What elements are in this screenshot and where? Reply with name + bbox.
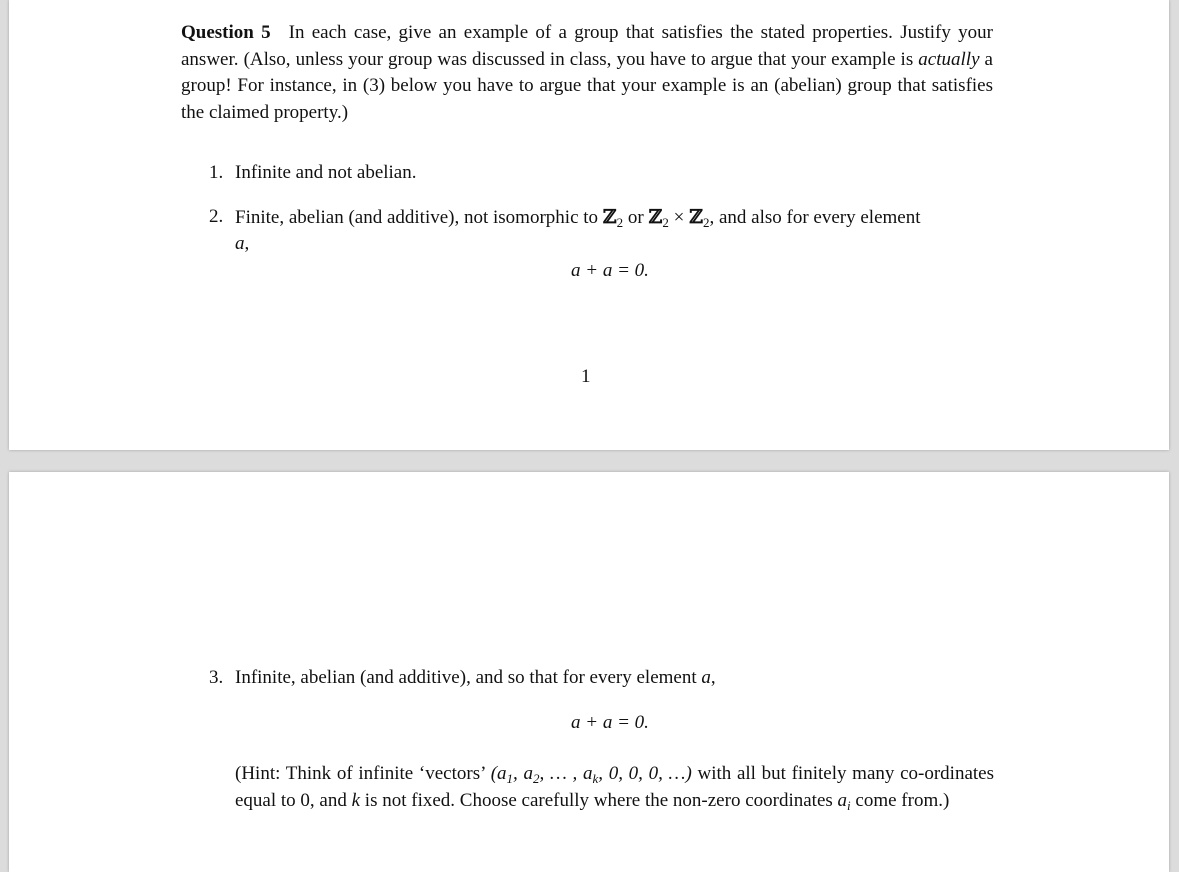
list-item-2-text-a: Finite, abelian (and additive), not isomorphic to bbox=[235, 207, 603, 228]
list-item-3-number: 3. bbox=[209, 667, 224, 688]
question-5-paragraph bbox=[181, 20, 993, 126]
page-1 bbox=[9, 0, 1169, 450]
list-item-2-var-a bbox=[235, 231, 249, 258]
hint-text-2: with all but finitely many co-ordinates equal to 0, and bbox=[235, 763, 994, 811]
page-number: 1 bbox=[581, 366, 591, 387]
list-item-2-text-b: , and also for every element bbox=[709, 207, 921, 228]
list-item-3-text-main: Infinite, abelian (and additive), and so that for every element bbox=[235, 667, 702, 688]
or-word: or bbox=[623, 207, 649, 228]
equation-2: a + a = 0. bbox=[571, 712, 649, 733]
comma: , bbox=[244, 233, 250, 254]
variable-a: a bbox=[701, 667, 711, 688]
equation-1: a + a = 0. bbox=[571, 260, 649, 281]
integers-symbol: ℤ bbox=[648, 206, 663, 228]
times-symbol: × bbox=[668, 207, 690, 228]
page-2 bbox=[9, 472, 1169, 872]
question-intro-part-2: a group! For instance, in (3) below you have to argue that your example is an (abelian) group that satisfies the claimed property.) bbox=[181, 48, 993, 123]
vector-expression: ($a_1$, $a_2$, … , $a_k$, 0, 0, 0, …) bbox=[490, 763, 692, 786]
list-item-3-text bbox=[235, 665, 716, 692]
hint-text-1: (Hint: Think of infinite ‘vectors’ bbox=[235, 763, 491, 784]
integers-symbol: ℤ bbox=[689, 206, 703, 228]
hint-text-3: is not fixed. Choose carefully where the non-zero coordinates bbox=[360, 790, 838, 811]
question-label: Question 5 bbox=[181, 22, 271, 43]
variable-a: a bbox=[235, 233, 245, 254]
list-item-2-number: 2. bbox=[209, 206, 224, 227]
list-item-1-text: Infinite and not abelian. bbox=[235, 162, 417, 183]
comma: , bbox=[710, 667, 716, 688]
variable-a-i: $a_i$ bbox=[837, 790, 851, 813]
list-item-2-text bbox=[235, 204, 921, 232]
hint-paragraph bbox=[235, 760, 994, 814]
integers-symbol: ℤ bbox=[602, 206, 617, 228]
list-item-1-number: 1. bbox=[209, 162, 224, 183]
subscript-2: 2 bbox=[662, 215, 669, 230]
hint-text-4: come from.) bbox=[850, 790, 950, 811]
question-intro-emphasis: actually bbox=[918, 48, 980, 70]
subscript-2: 2 bbox=[616, 215, 624, 230]
question-intro-part-1: In each case, give an example of a group that satisfies the stated properties. Justify your answer. (Also, unless your group was discussed in class, you have to argue that your example is bbox=[181, 22, 993, 70]
subscript-2: 2 bbox=[702, 215, 710, 230]
variable-k: k bbox=[351, 790, 361, 811]
